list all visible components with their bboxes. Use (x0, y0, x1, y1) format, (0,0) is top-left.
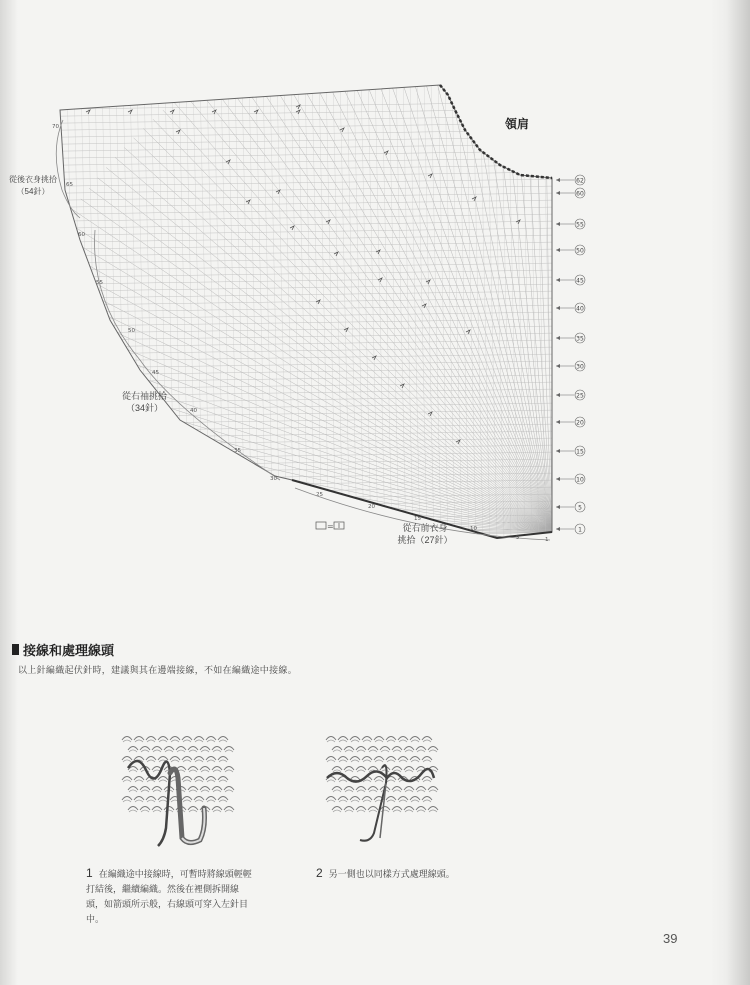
stitch-number-label: 60 (78, 232, 85, 238)
row-number-label: 60 (576, 190, 584, 198)
section-heading-text: 接線和處理線頭 (23, 643, 115, 658)
sleeve-pickup-count: （34針） (125, 403, 163, 413)
stitch-number-label: 45 (152, 370, 159, 376)
row-number-label: 50 (576, 247, 584, 255)
heading-square-icon (12, 644, 19, 655)
decrease-arrow-icon (456, 440, 460, 444)
stitch-number-label: 20 (368, 504, 375, 510)
stitch-number-label: 10 (470, 526, 477, 532)
section-heading (12, 640, 114, 659)
back-pickup-label (8, 174, 58, 198)
decrease-arrow-icon (212, 110, 216, 114)
chart-outline (60, 85, 552, 538)
row-number-label: 35 (576, 335, 584, 343)
row-number-label: 20 (576, 419, 584, 427)
illustration-step-2 (322, 728, 442, 848)
decrease-arrow-icon (466, 330, 470, 334)
decrease-arrow-icon (296, 110, 300, 114)
front-pickup-label (390, 522, 460, 546)
sleeve-pickup-label (112, 390, 177, 414)
legend (316, 522, 344, 531)
stitch-number-label: 55 (96, 280, 103, 286)
decrease-arrow-icon (340, 128, 344, 132)
step-1 (86, 866, 256, 927)
decrease-arrow-icon (316, 300, 320, 304)
decrease-arrow-icon (378, 278, 382, 282)
back-pickup-text: 從後衣身挑拾 (9, 175, 57, 184)
row-number-markers (556, 175, 585, 534)
stitch-number-label: 40 (190, 408, 197, 414)
section-intro: 以上針編織起伏針時，建議與其在邊端接線，不如在編織途中接線。 (18, 665, 298, 675)
stitch-number-label: 65 (66, 182, 73, 188)
step-1-text: 在編織途中接線時，可暫時將線頭輕輕打結後，繼續編織。然後在裡側拆開線頭，如箭頭所示般，右線頭可穿入左針目中。 (86, 869, 252, 924)
decrease-arrow-icon (326, 220, 330, 224)
stitch-number-label: 70 (52, 124, 59, 130)
decrease-arrow-icon (400, 384, 404, 388)
row-number-label: 5 (578, 504, 582, 512)
chart-grid (0, 0, 570, 550)
decrease-arrow-icon (344, 328, 348, 332)
stitch-number-label: 5 (516, 535, 520, 541)
page-number: 39 (663, 931, 678, 946)
row-number-label: 25 (576, 392, 584, 400)
decrease-arrow-icon (226, 160, 230, 164)
decrease-arrow-icon (170, 110, 174, 114)
decrease-arrow-icon (422, 304, 426, 308)
stitch-number-label: 15 (414, 516, 421, 522)
yarn-loose-end (360, 765, 387, 841)
step-2 (316, 866, 506, 882)
decrease-arrow-icon (86, 110, 90, 114)
row-number-label: 45 (576, 277, 584, 285)
row-number-label: 1 (578, 526, 582, 534)
back-pickup-count: （54針） (16, 187, 50, 196)
row-number-label: 15 (576, 448, 584, 456)
neckline-title: 領肩 (505, 117, 530, 131)
yarn-highlight (182, 808, 205, 843)
stitch-number-label: 50 (128, 328, 135, 334)
step-1-number: 1 (86, 866, 93, 880)
stitch-number-label: 35 (234, 448, 241, 454)
row-number-label: 55 (576, 221, 584, 229)
decrease-arrow-icon (176, 130, 180, 134)
illustration-step-1 (118, 728, 238, 848)
stitch-number-label: 30 (270, 476, 277, 482)
row-number-label: 30 (576, 363, 584, 371)
front-pickup-count: 挑拾（27針） (397, 535, 453, 545)
stitch-number-label: 1 (545, 537, 549, 543)
stitch-number-label: 25 (316, 492, 323, 498)
row-number-label: 62 (576, 177, 584, 185)
front-pickup-text: 從右前衣身 (402, 523, 448, 533)
step-2-text: 另一側也以同樣方式處理線頭。 (328, 869, 455, 879)
yarn-tail-left (128, 761, 170, 846)
decrease-arrow-icon (384, 151, 388, 155)
decrease-arrow-icon (128, 110, 132, 114)
step-2-number: 2 (316, 866, 323, 880)
decrease-arrow-icon (290, 226, 294, 230)
sleeve-pickup-text: 從右袖挑拾 (121, 391, 167, 401)
svg-text:=: = (327, 522, 334, 531)
decrease-arrow-icon (428, 174, 432, 178)
row-number-label: 40 (576, 305, 584, 313)
decrease-arrow-icon (334, 252, 338, 256)
row-number-label: 10 (576, 476, 584, 484)
